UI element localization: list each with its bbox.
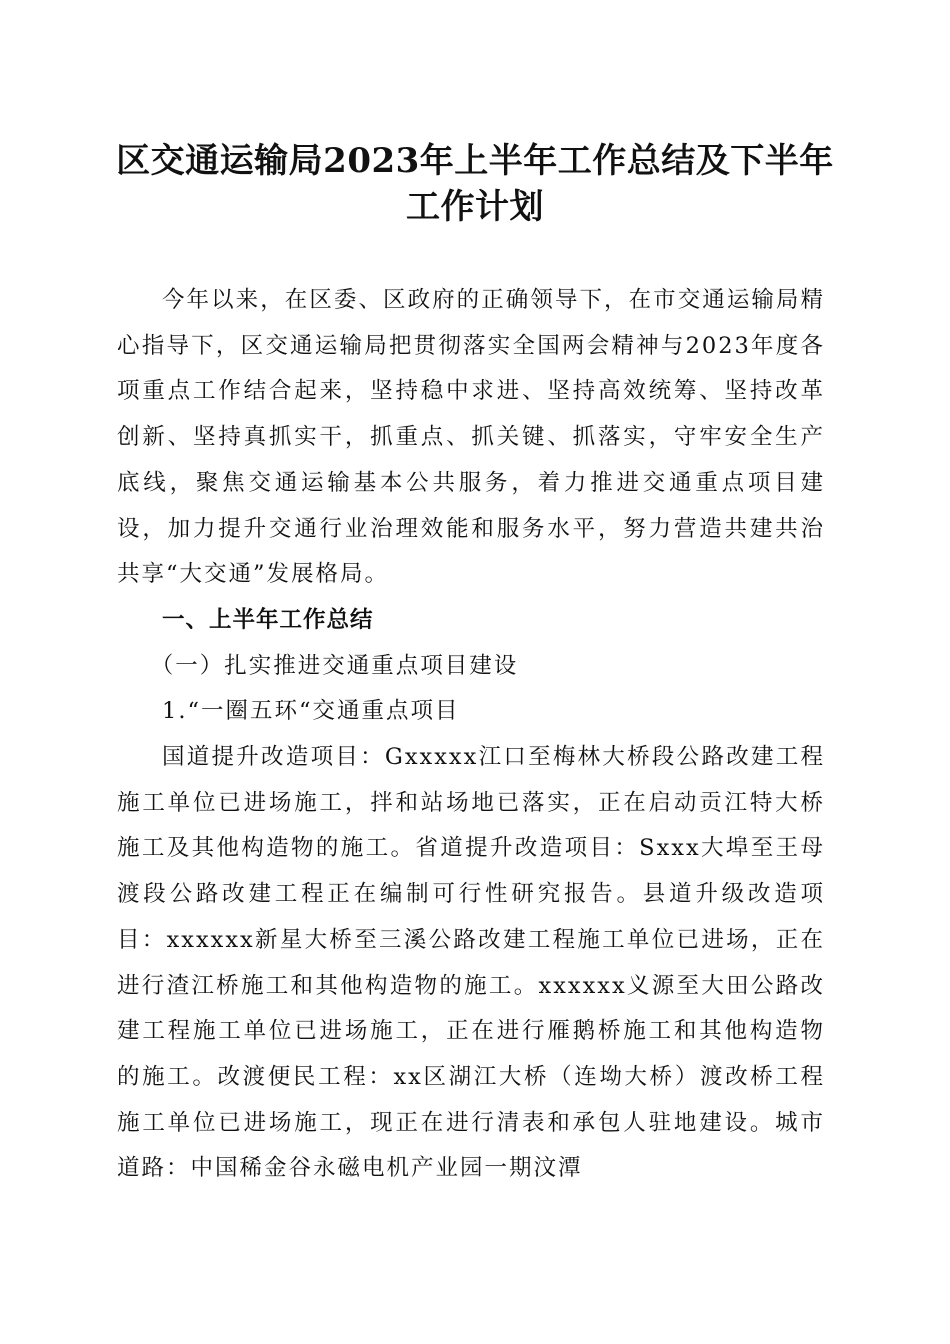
intro-paragraph: 今年以来，在区委、区政府的正确领导下，在市交通运输局精心指导下，区交通运输局把贯彻落实全国两会精神与2023年度各项重点工作结合起来，坚持稳中求进、坚持高效统筹、坚持改革创新、坚持真抓实干，抓重点、抓关键、抓落实，守牢安全生产底线，聚焦交通运输基本公共服务，着力推进交通重点项目建设，加力提升交通行业治理效能和服务水平，努力营造共建共治共享“大交通”发展格局。 [117, 287, 825, 588]
body-paragraph: 国道提升改造项目：Gxxxxx江口至梅林大桥段公路改建工程施工单位已进场施工，拌和站场地已落实，正在启动贡江特大桥施工及其他构造物的施工。省道提升改造项目：Sxxx大埠至王母渡段公路改建工程正在编制可行性研究报告。县道升级改造项目：xxxxxx新星大桥至三溪公路改建工程施工单位已进场，正在进行渣江桥施工和其他构造物的施工。xxxxxx义源至大田公路改建工程施工单位已进场施工，正在进行雁鹅桥施工和其他构造物的施工。改渡便民工程：xx区湖江大桥（连坳大桥）渡改桥工程施工单位已进场施工，现正在进行清表和承包人驻地建设。城市道路：中国稀金谷永磁电机产业园一期汶潭 [117, 744, 825, 1182]
subsection-heading: （一）扎实推进交通重点项目建设 [150, 652, 519, 679]
item-heading: 1.“一圈五环“交通重点项目 [162, 698, 460, 725]
section-heading: 一、上半年工作总结 [162, 606, 374, 633]
document-title: 区交通运输局2023年上半年工作总结及下半年工作计划 [116, 141, 834, 227]
document-body [117, 278, 825, 1192]
